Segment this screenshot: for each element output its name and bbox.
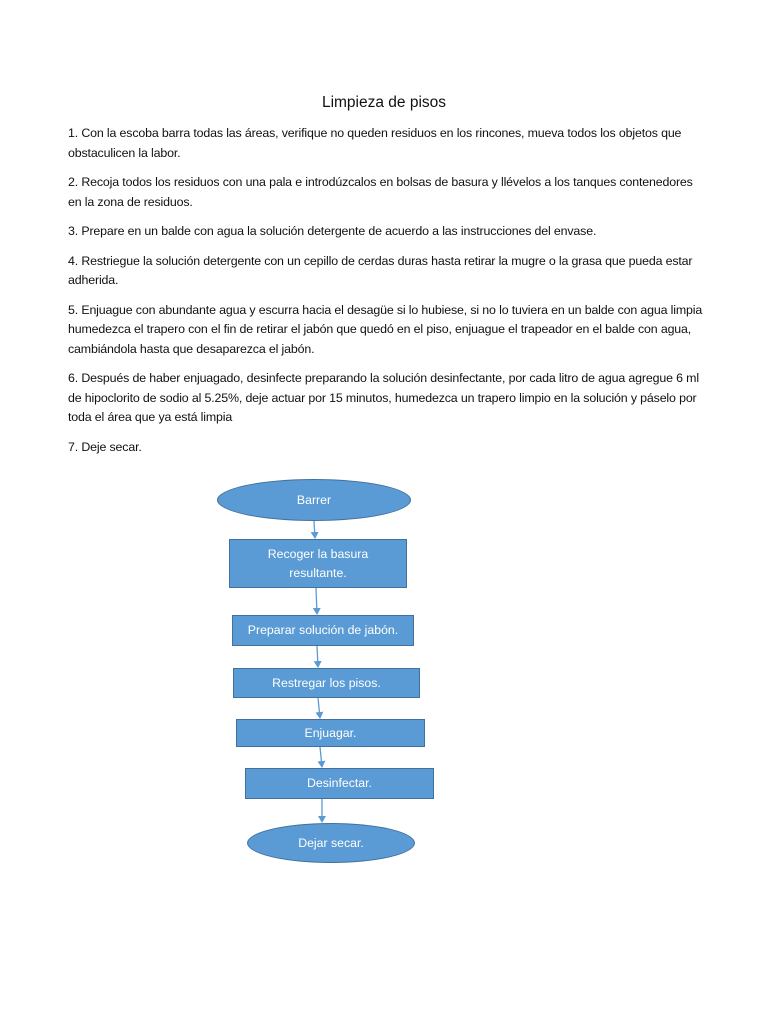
flow-node-desinfectar: Desinfectar. bbox=[245, 768, 434, 799]
flow-node-dejar-secar: Dejar secar. bbox=[247, 823, 415, 863]
step-2: 2. Recoja todos los residuos con una pala e introdúzcalos en bolsas de basura y llévelos a los tanques contenedores en la zona de residuos. bbox=[68, 175, 693, 209]
flow-arrow-3 bbox=[317, 646, 318, 667]
step-5: 5. Enjuague con abundante agua y escurra hacia el desagüe si lo hubiese, si no lo tuviera en un balde con agua limpia humedezca el trapero con el fin de retirar el jabón que quedó en el piso, enjuague el trapeador en el balde con agua, cambiándola hasta que desaparezca el jabón. bbox=[68, 302, 703, 356]
step-3: 3. Prepare en un balde con agua la solución detergente de acuerdo a las instrucciones del envase. bbox=[68, 224, 597, 238]
flow-node-preparar: Preparar solución de jabón. bbox=[232, 615, 414, 646]
step-4: 4. Restriegue la solución detergente con un cepillo de cerdas duras hasta retirar la mugre o la grasa que pueda estar adherida. bbox=[68, 253, 693, 287]
document-title: Limpieza de pisos bbox=[321, 94, 447, 111]
step-6: 6. Después de haber enjuagado, desinfecte preparando la solución desinfectante, por cada litro de agua agregue 6 ml de hipoclorito de sodio al 5.25%, deje actuar por 15 minutos, humedezca un trapero limpio en la solución y páselo por toda el área que ya está limpia bbox=[68, 371, 699, 424]
flow-arrow-1 bbox=[314, 521, 315, 538]
flow-node-restregar: Restregar los pisos. bbox=[233, 668, 420, 698]
flow-arrow-5 bbox=[320, 747, 322, 767]
step-7: 7. Deje secar. bbox=[68, 439, 142, 454]
flow-node-recoger: Recoger la basura resultante. bbox=[229, 539, 407, 588]
flow-node-barrer: Barrer bbox=[217, 479, 411, 521]
flow-node-enjuagar: Enjuagar. bbox=[236, 719, 425, 747]
flow-arrow-4 bbox=[318, 698, 320, 718]
step-1: 1. Con la escoba barra todas las áreas, verifique no queden residuos en los rincones, mueva todos los objetos que obstaculicen la labor. bbox=[68, 126, 682, 160]
flow-arrow-2 bbox=[316, 588, 317, 614]
